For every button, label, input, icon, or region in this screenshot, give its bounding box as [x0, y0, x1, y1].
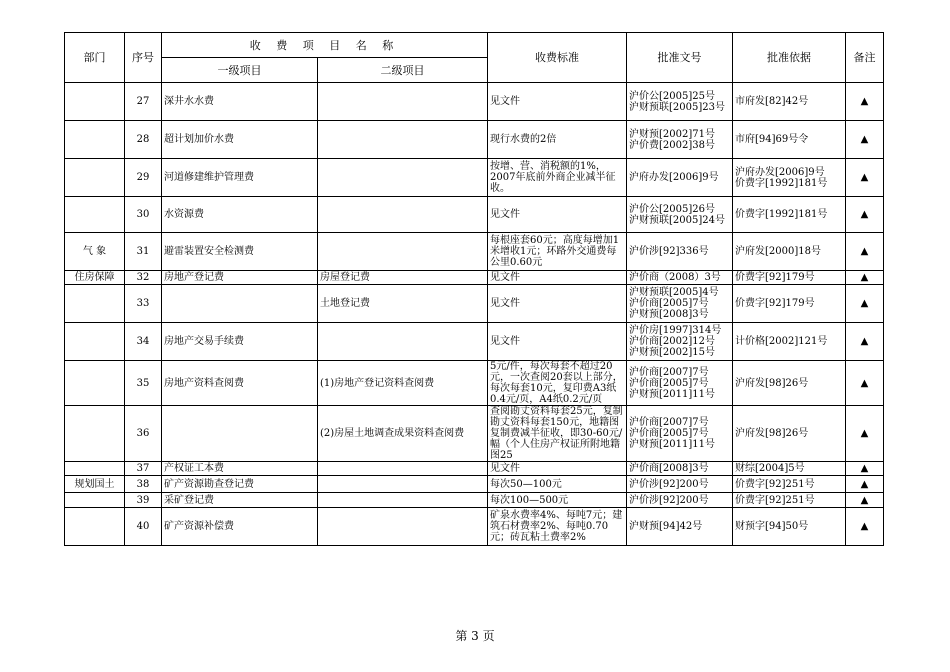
basis-cell: 财综[2004]5号 — [733, 462, 846, 476]
standard-cell: 每次50—100元 — [488, 476, 627, 493]
basis-cell: 财预字[94]50号 — [733, 508, 846, 546]
level1-cell: 矿产资源补偿费 — [162, 508, 318, 546]
approval-no-cell: 沪财预[2002]71号 沪价费[2002]38号 — [627, 121, 733, 159]
table-row — [65, 197, 884, 233]
approval-no-cell: 沪价商[2007]7号 沪价商[2005]7号 沪财预[2011]11号 — [627, 361, 733, 406]
standard-cell: 见文件 — [488, 323, 627, 361]
level2-cell — [318, 508, 488, 546]
standard-cell: 见文件 — [488, 462, 627, 476]
dept-cell — [65, 83, 125, 121]
standard-cell: 矿泉水费率4%、每吨7元；建筑石材费率2%、每吨0.70元；砖瓦粘土费率2% — [488, 508, 627, 546]
remark-marker: ▲ — [846, 323, 884, 361]
table-row — [65, 83, 884, 121]
standard-cell: 每次100—500元 — [488, 493, 627, 508]
seq-cell: 29 — [125, 159, 162, 197]
header-seq: 序号 — [125, 33, 162, 83]
dept-cell: 规划国土 — [65, 476, 125, 493]
table-row — [65, 121, 884, 159]
level2-cell — [318, 121, 488, 159]
table-row — [65, 361, 884, 406]
table-row — [65, 476, 884, 493]
remark-marker: ▲ — [846, 493, 884, 508]
table-row — [65, 159, 884, 197]
seq-cell: 35 — [125, 361, 162, 406]
standard-cell: 现行水费的2倍 — [488, 121, 627, 159]
dept-cell — [65, 361, 125, 406]
header-remark: 备注 — [846, 33, 884, 83]
standard-cell: 查阅勘丈资料每套25元，复制勘丈资料每套150元，地籍图复制费减半征收，即30-60元/幅（个人住房产权证所附地籍图25 — [488, 406, 627, 462]
approval-no-cell: 沪价涉[92]200号 — [627, 493, 733, 508]
seq-cell: 40 — [125, 508, 162, 546]
table-row — [65, 508, 884, 546]
table-row — [65, 406, 884, 462]
approval-no-cell: 沪财预联[2005]4号 沪价商[2005]7号 沪财预[2008]3号 — [627, 285, 733, 323]
standard-cell: 见文件 — [488, 285, 627, 323]
level2-cell — [318, 233, 488, 271]
approval-no-cell: 沪价涉[92]336号 — [627, 233, 733, 271]
level2-cell — [318, 83, 488, 121]
level1-cell: 产权证工本费 — [162, 462, 318, 476]
level1-cell: 房地产资料查阅费 — [162, 361, 318, 406]
standard-cell: 见文件 — [488, 197, 627, 233]
remark-marker: ▲ — [846, 159, 884, 197]
basis-cell: 价费字[92]179号 — [733, 271, 846, 285]
approval-no-cell: 沪价商（2008）3号 — [627, 271, 733, 285]
approval-no-cell: 沪价商[2007]7号 沪价商[2005]7号 沪财预[2011]11号 — [627, 406, 733, 462]
table-row — [65, 233, 884, 271]
table-row — [65, 285, 884, 323]
table-row — [65, 323, 884, 361]
table-row — [65, 271, 884, 285]
header-level1: 一级项目 — [162, 58, 318, 83]
table-row — [65, 462, 884, 476]
remark-marker: ▲ — [846, 476, 884, 493]
dept-cell — [65, 323, 125, 361]
standard-cell: 见文件 — [488, 83, 627, 121]
approval-no-cell: 沪价涉[92]200号 — [627, 476, 733, 493]
dept-cell — [65, 406, 125, 462]
page-number: 第 3 页 — [455, 629, 495, 643]
standard-cell: 每根座套60元；高度每增加1米增收1元；环路外交通费每公里0.60元 — [488, 233, 627, 271]
remark-marker: ▲ — [846, 121, 884, 159]
header-basis: 批准依据 — [733, 33, 846, 83]
remark-marker: ▲ — [846, 197, 884, 233]
seq-cell: 33 — [125, 285, 162, 323]
level1-cell: 水资源费 — [162, 197, 318, 233]
level1-cell — [162, 406, 318, 462]
seq-cell: 27 — [125, 83, 162, 121]
header-name-group: 收 费 项 目 名 称 — [162, 33, 488, 58]
basis-cell: 价费字[92]251号 — [733, 493, 846, 508]
approval-no-cell: 沪价公[2005]25号 沪财预联[2005]23号 — [627, 83, 733, 121]
basis-cell: 沪府发[98]26号 — [733, 406, 846, 462]
dept-cell: 气 象 — [65, 233, 125, 271]
level1-cell: 避雷装置安全检测费 — [162, 233, 318, 271]
dept-cell — [65, 462, 125, 476]
level2-cell — [318, 197, 488, 233]
dept-cell: 住房保障 — [65, 271, 125, 285]
basis-cell: 价费字[92]251号 — [733, 476, 846, 493]
seq-cell: 30 — [125, 197, 162, 233]
level2-cell: 房屋登记费 — [318, 271, 488, 285]
standard-cell: 5元/件，每次每套不超过20元，一次查阅20套以上部分，每次每套10元，复印费A3纸0.4元/页，A4纸0.2元/页 — [488, 361, 627, 406]
basis-cell: 沪府办发[2006]9号 价费字[1992]181号 — [733, 159, 846, 197]
remark-marker: ▲ — [846, 406, 884, 462]
seq-cell: 34 — [125, 323, 162, 361]
header-level2: 二级项目 — [318, 58, 488, 83]
seq-cell: 37 — [125, 462, 162, 476]
level2-cell: 土地登记费 — [318, 285, 488, 323]
dept-cell — [65, 159, 125, 197]
basis-cell: 市府发[82]42号 — [733, 83, 846, 121]
seq-cell: 38 — [125, 476, 162, 493]
level1-cell: 采矿登记费 — [162, 493, 318, 508]
header-approval-no: 批准文号 — [627, 33, 733, 83]
dept-cell — [65, 493, 125, 508]
header-dept: 部门 — [65, 33, 125, 83]
remark-marker: ▲ — [846, 83, 884, 121]
approval-no-cell: 沪府办发[2006]9号 — [627, 159, 733, 197]
basis-cell: 市府[94]69号令 — [733, 121, 846, 159]
level2-cell — [318, 323, 488, 361]
basis-cell: 沪府发[2000]18号 — [733, 233, 846, 271]
level1-cell: 河道修建维护管理费 — [162, 159, 318, 197]
level2-cell — [318, 493, 488, 508]
basis-cell: 计价格[2002]121号 — [733, 323, 846, 361]
remark-marker: ▲ — [846, 361, 884, 406]
dept-cell — [65, 121, 125, 159]
basis-cell: 沪府发[98]26号 — [733, 361, 846, 406]
level1-cell: 房地产交易手续费 — [162, 323, 318, 361]
seq-cell: 31 — [125, 233, 162, 271]
seq-cell: 32 — [125, 271, 162, 285]
level1-cell: 深井水水费 — [162, 83, 318, 121]
dept-cell — [65, 285, 125, 323]
level2-cell — [318, 476, 488, 493]
level1-cell: 房地产登记费 — [162, 271, 318, 285]
remark-marker: ▲ — [846, 285, 884, 323]
seq-cell: 39 — [125, 493, 162, 508]
table-row — [65, 493, 884, 508]
approval-no-cell: 沪财预[94]42号 — [627, 508, 733, 546]
seq-cell: 28 — [125, 121, 162, 159]
level2-cell — [318, 462, 488, 476]
remark-marker: ▲ — [846, 271, 884, 285]
level2-cell — [318, 159, 488, 197]
standard-cell: 按增、营、消税额的1%，2007年底前外商企业减半征收。 — [488, 159, 627, 197]
level2-cell: (2)房屋土地调查成果资料查阅费 — [318, 406, 488, 462]
standard-cell: 见文件 — [488, 271, 627, 285]
basis-cell: 价费字[92]179号 — [733, 285, 846, 323]
level1-cell: 矿产资源勘查登记费 — [162, 476, 318, 493]
remark-marker: ▲ — [846, 233, 884, 271]
seq-cell: 36 — [125, 406, 162, 462]
basis-cell: 价费字[1992]181号 — [733, 197, 846, 233]
dept-cell — [65, 508, 125, 546]
approval-no-cell: 沪价商[2008]3号 — [627, 462, 733, 476]
remark-marker: ▲ — [846, 462, 884, 476]
level1-cell — [162, 285, 318, 323]
header-standard: 收费标准 — [488, 33, 627, 83]
remark-marker: ▲ — [846, 508, 884, 546]
approval-no-cell: 沪价房[1997]314号 沪价商[2002]12号 沪财预[2002]15号 — [627, 323, 733, 361]
dept-cell — [65, 197, 125, 233]
approval-no-cell: 沪价公[2005]26号 沪财预联[2005]24号 — [627, 197, 733, 233]
level2-cell: (1)房地产登记资料查阅费 — [318, 361, 488, 406]
fee-table — [64, 32, 884, 546]
level1-cell: 超计划加价水费 — [162, 121, 318, 159]
